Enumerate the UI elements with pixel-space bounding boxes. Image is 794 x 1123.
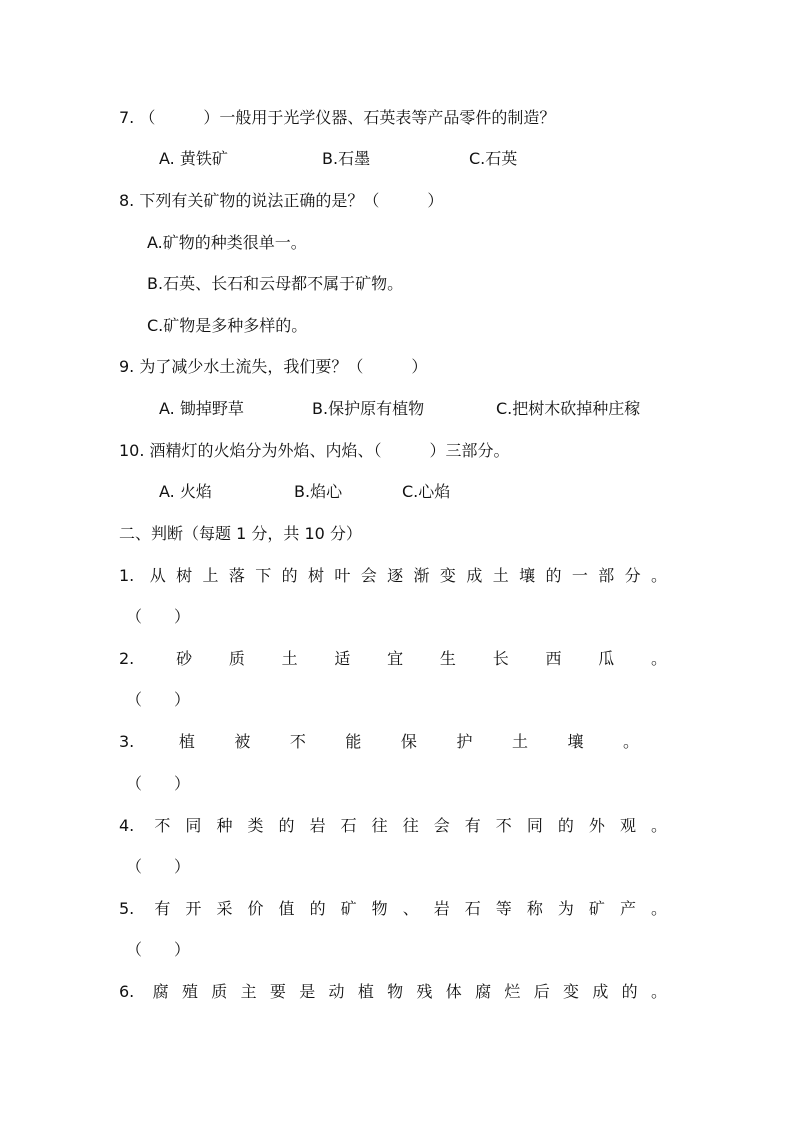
option-c: C.矿物是多种多样的。: [147, 316, 308, 335]
option-b: B.焰心: [294, 482, 343, 501]
judge-blank-5: （ ）: [126, 940, 191, 959]
judge-item-4: 4. 不同种类的岩石往往会有不同的外观。: [119, 816, 667, 835]
judge-item-6: 6. 腐殖质主要是动植物残体腐烂后变成的。: [119, 982, 667, 1001]
option-a: A. 火焰: [159, 482, 212, 501]
question-7-stem: 7. （ ）一般用于光学仪器、石英表等产品零件的制造？: [119, 108, 556, 127]
option-a: A. 锄掉野草: [159, 399, 244, 418]
option-b: B.石墨: [322, 149, 371, 168]
option-c: C.石英: [469, 149, 518, 168]
question-8-stem: 8. 下列有关矿物的说法正确的是？（ ）: [119, 191, 444, 210]
judge-item-5: 5. 有开采价值的矿物、岩石等称为矿产。: [119, 899, 667, 918]
judge-item-1: 1. 从树上落下的树叶会逐渐变成土壤的一部分。: [119, 566, 667, 585]
option-c: C.把树木砍掉种庄稼: [496, 399, 641, 418]
question-9-stem: 9. 为了减少水土流失，我们要？（ ）: [119, 357, 428, 376]
section-2-title: 二、判断（每题 1 分，共 10 分）: [119, 524, 362, 543]
judge-blank-3: （ ）: [126, 774, 191, 793]
option-b: B.保护原有植物: [312, 399, 425, 418]
judge-blank-2: （ ）: [126, 690, 191, 709]
option-c: C.心焰: [402, 482, 451, 501]
option-a: A. 黄铁矿: [159, 149, 228, 168]
judge-item-3: 3. 植被不能保护土壤。: [119, 732, 639, 751]
option-b: B.石英、长石和云母都不属于矿物。: [147, 274, 404, 293]
judge-blank-1: （ ）: [126, 607, 191, 626]
option-a: A.矿物的种类很单一。: [147, 233, 307, 252]
question-10-stem: 10. 酒精灯的火焰分为外焰、内焰、（ ）三部分。: [119, 441, 510, 460]
judge-blank-4: （ ）: [126, 857, 191, 876]
judge-item-2: 2. 砂质土适宜生长西瓜。: [119, 649, 667, 668]
